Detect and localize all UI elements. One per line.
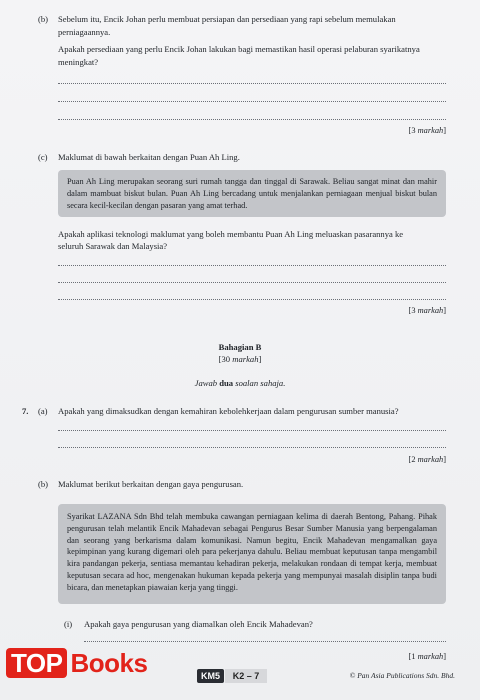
- q6c-intro: Maklumat di bawah berkaitan dengan Puan Ah Ling.: [58, 152, 240, 162]
- q6b-line2: perniagaannya.: [58, 27, 111, 37]
- logo-books: Books: [70, 647, 148, 678]
- q7b-label: (b): [38, 479, 49, 489]
- q6c-label: (c): [38, 152, 48, 162]
- q7a-marks: [2 markah]: [408, 455, 446, 464]
- logo-top: TOP: [6, 648, 67, 678]
- topbooks-logo: [6, 648, 147, 678]
- page-code-left: KM5: [197, 669, 224, 683]
- q6c-question-line1: Apakah aplikasi teknologi maklumat yang boleh membantu Puan Ah Ling meluaskan pasarannya ke: [58, 229, 404, 239]
- answer-line[interactable]: [58, 83, 446, 84]
- section-b-instruction: Jawab dua soalan sahaja.: [194, 378, 286, 388]
- q7-number: 7.: [22, 406, 29, 416]
- q6c-question-line2: seluruh Sarawak dan Malaysia?: [58, 241, 168, 251]
- page-code-right: K2 – 7: [225, 669, 267, 683]
- q6b-line1: Sebelum itu, Encik Johan perlu membuat persiapan dan persediaan yang rapi sebelum memulakan: [58, 14, 396, 24]
- q6b-line4: meningkat?: [58, 57, 99, 67]
- q6b-label: (b): [38, 14, 49, 24]
- answer-line[interactable]: [58, 447, 446, 448]
- publisher-credit: © Pan Asia Publications Sdn. Bhd.: [349, 671, 455, 680]
- answer-line[interactable]: [58, 101, 446, 102]
- q7bi-marks: [1 markah]: [408, 652, 446, 661]
- q7bi-question: Apakah gaya pengurusan yang diamalkan oleh Encik Mahadevan?: [84, 619, 313, 629]
- q7a-label: (a): [38, 406, 48, 416]
- q6b-line3: Apakah persediaan yang perlu Encik Johan lakukan bagi memastikan hasil operasi pelaburan syarikatnya: [58, 44, 420, 54]
- answer-line[interactable]: [58, 430, 446, 431]
- section-b-marks: [30 markah]: [218, 354, 262, 364]
- q7a-question: Apakah yang dimaksudkan dengan kemahiran kebolehkerjaan dalam pengurusan sumber manusia?: [58, 406, 399, 416]
- q6c-marks: [3 markah]: [408, 306, 446, 315]
- q6c-info-box: Puan Ah Ling merupakan seorang suri rumah tangga dan tinggal di Sarawak. Beliau sangat minat dan mahir dalam mambuat biskut bulan. Puan Ah Ling bercadang untuk menjalankan perniagaan menjual biskut bulan secara kecil-kecilan dengan pasaran yang amat terhad.: [58, 170, 446, 217]
- q6b-marks: [3 markah]: [408, 126, 446, 135]
- q7b-info-box: Syarikat LAZANA Sdn Bhd telah membuka cawangan perniagaan kelima di daerah Bentong, Pahang. Pihak pengurusan telah melantik Encik Mahadevan sebagai Pengurus Besar Sumber Manusia yang berpengalaman dan seorang yang berkarisma dalam komunikasi. Namun begitu, Encik Mahadevan mengamalkan gaya kepimpinan yang kurang digemari oleh para pekerjanya dahulu. Beliau membuat keputusan tanpa mengambil kira pandangan pekerja, sentiasa memantau kehadiran pekerja, melakukan rondaan di tempat kerja, membuat keputusan secara ad hoc, mengenakan hukuman kepada pekerja yang mempunyai masalah disiplin tanpa budi bicara, dan menetapkan piawaian kerja yang tinggi.: [58, 504, 446, 604]
- answer-line[interactable]: [58, 282, 446, 283]
- section-b-title: Bahagian B: [218, 342, 262, 352]
- q7b-intro: Maklumat berikut berkaitan dengan gaya pengurusan.: [58, 479, 244, 489]
- answer-line[interactable]: [58, 299, 446, 300]
- answer-line[interactable]: [58, 265, 446, 266]
- answer-line[interactable]: [84, 641, 446, 642]
- q7bi-label: (i): [64, 619, 73, 629]
- answer-line[interactable]: [58, 119, 446, 120]
